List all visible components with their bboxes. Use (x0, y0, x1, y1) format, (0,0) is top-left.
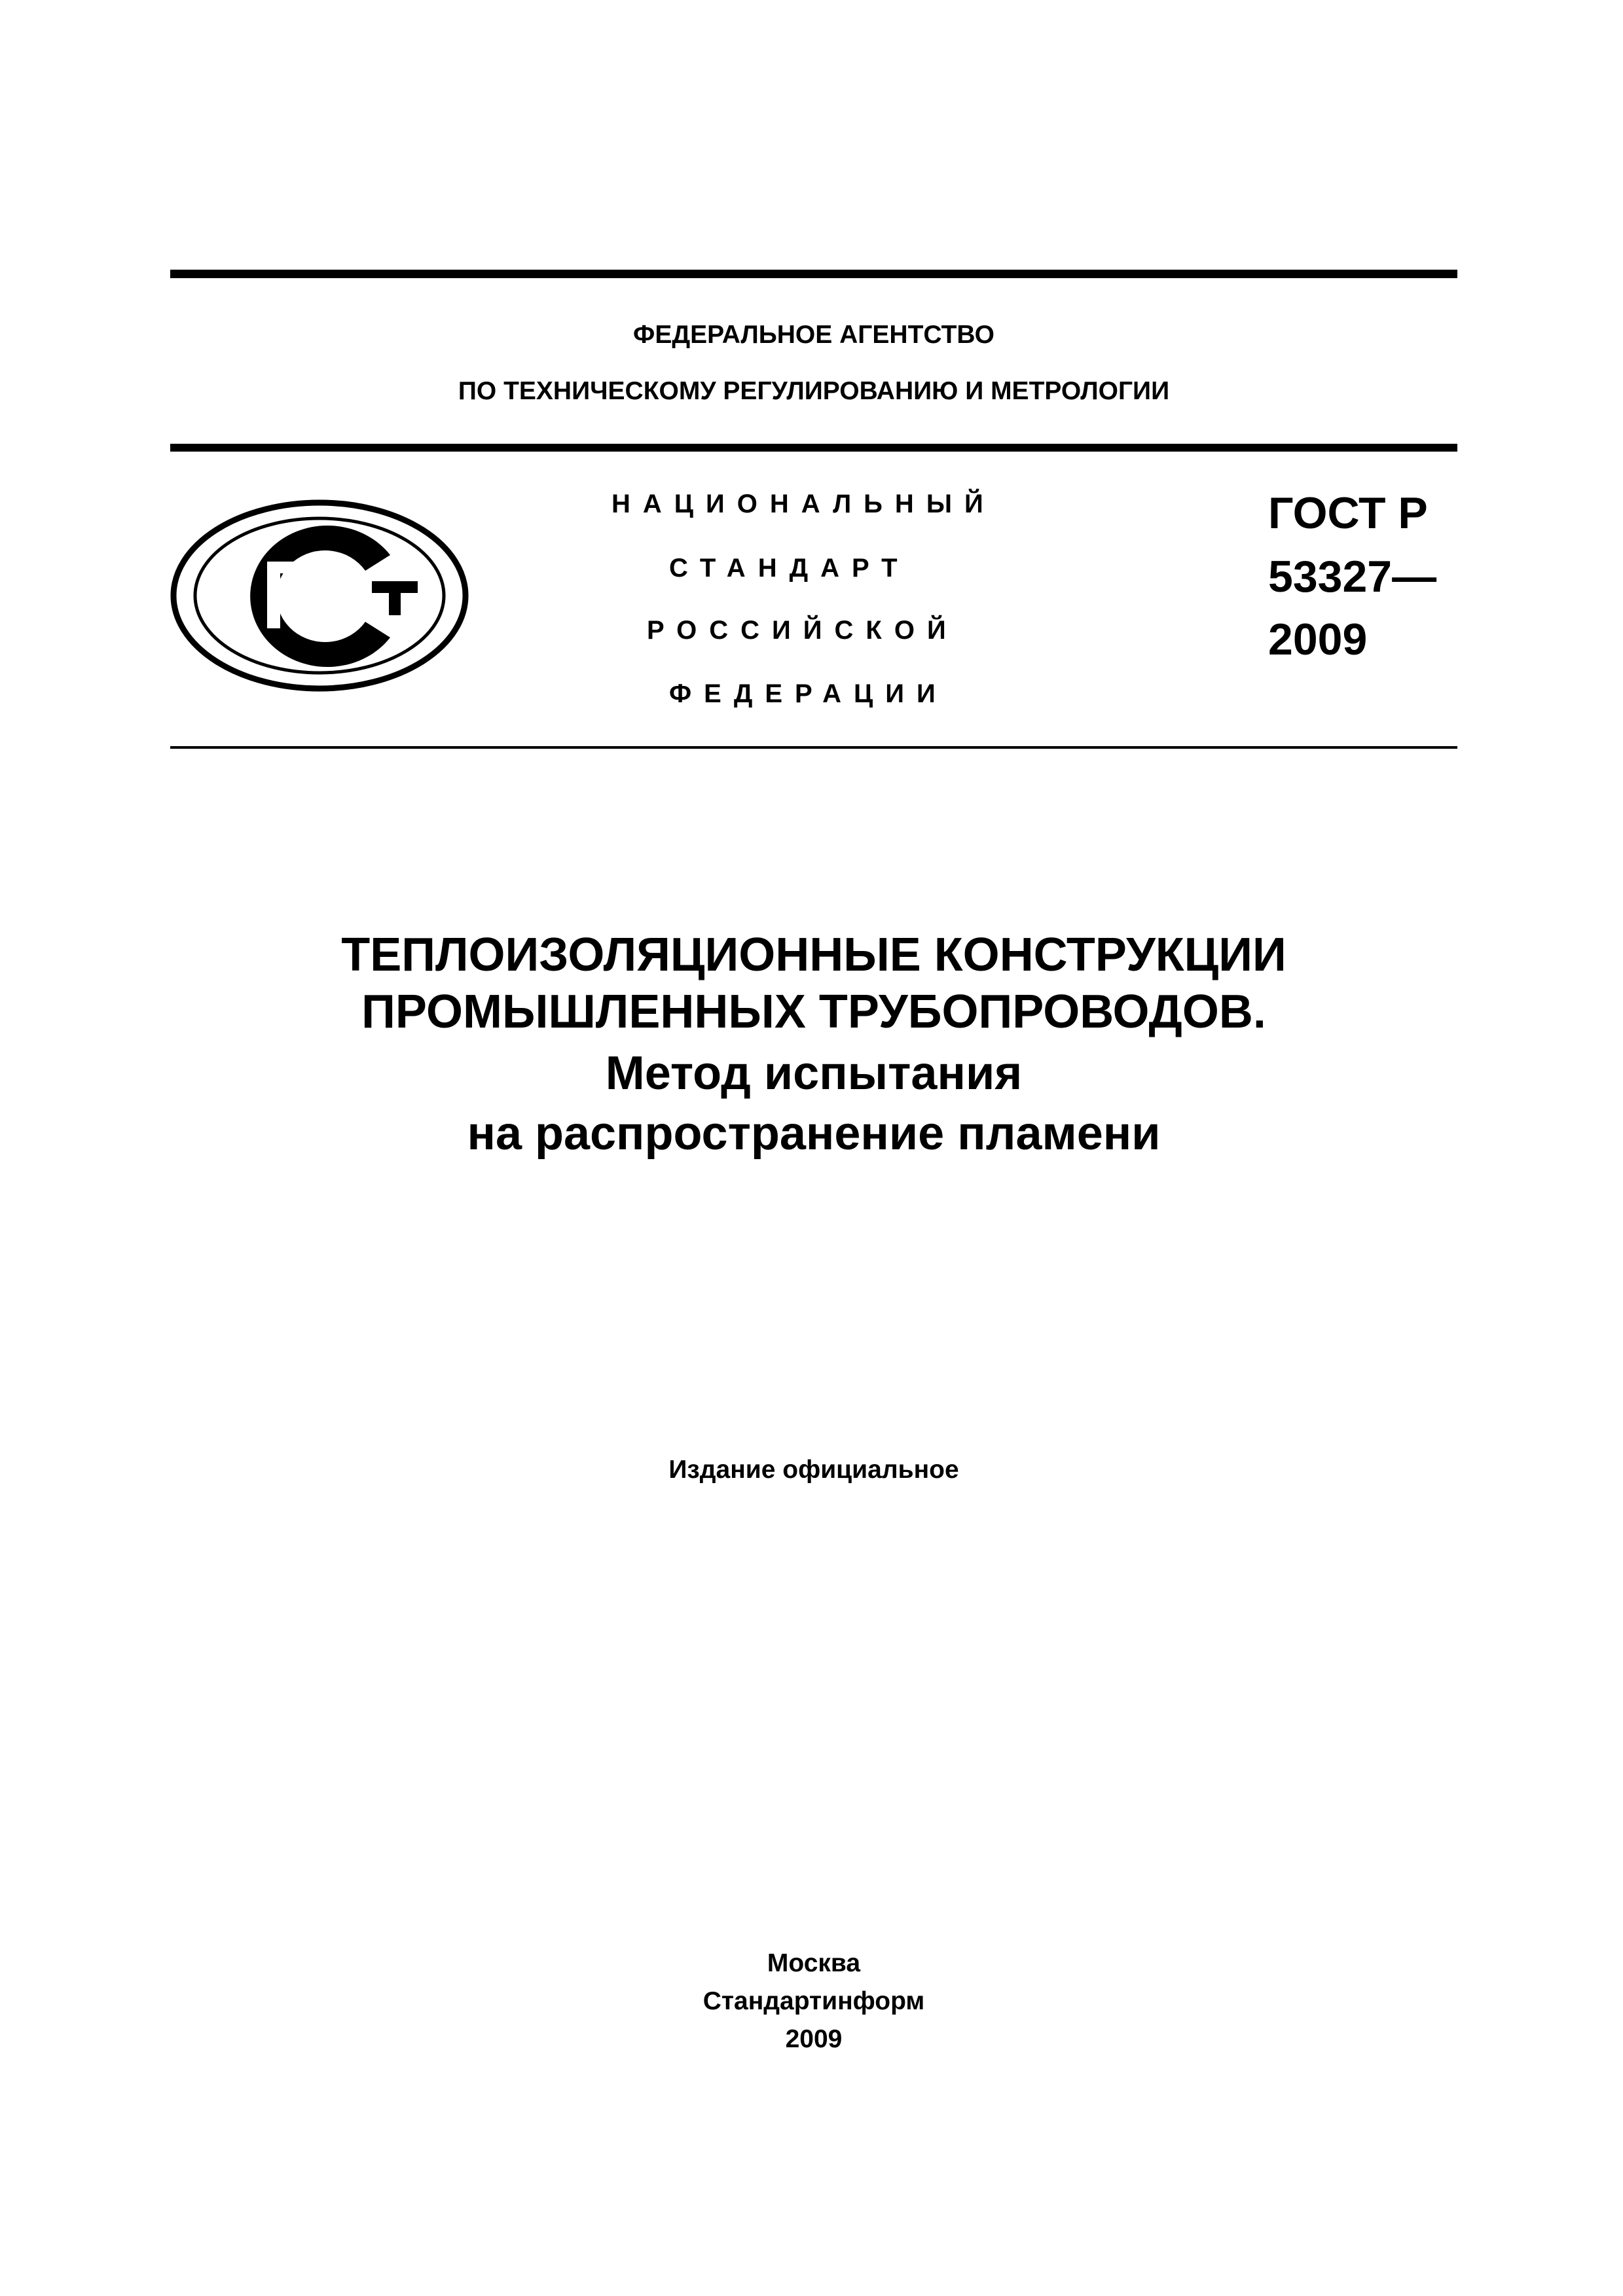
agency-name-line1: ФЕДЕРАЛЬНОЕ АГЕНТСТВО (633, 321, 994, 349)
imprint-publisher: Стандартинформ (702, 1987, 925, 2015)
standard-type-line1: НАЦИОНАЛЬНЫЙ (611, 490, 996, 518)
top-rule (170, 270, 1457, 278)
imprint-year: 2009 (785, 2025, 843, 2053)
document-title-line2: ПРОМЫШЛЕННЫХ ТРУБОПРОВОДОВ. (361, 986, 1266, 1038)
edition-label: Издание официальное (668, 1456, 959, 1484)
document-title-line1: ТЕПЛОИЗОЛЯЦИОННЫЕ КОНСТРУКЦИИ (341, 929, 1286, 981)
gost-designation-line2: 53327— (1268, 552, 1437, 601)
rst-certification-mark-icon (169, 497, 470, 694)
bottom-rule (170, 746, 1457, 749)
gost-designation-line3: 2009 (1268, 615, 1368, 664)
document-title-line3: Метод испытания (605, 1047, 1023, 1100)
standard-type-line2: СТАНДАРТ (669, 554, 910, 583)
standard-type-line3: РОССИЙСКОЙ (647, 616, 958, 645)
document-title-line4: на распространение пламени (467, 1107, 1161, 1160)
standard-type-line4: ФЕДЕРАЦИИ (669, 679, 948, 708)
imprint-city: Москва (767, 1949, 861, 1977)
gost-designation-line1: ГОСТ Р (1268, 488, 1428, 538)
agency-name-line2: ПО ТЕХНИЧЕСКОМУ РЕГУЛИРОВАНИЮ И МЕТРОЛОГИИ (458, 377, 1170, 405)
middle-rule (170, 444, 1457, 452)
